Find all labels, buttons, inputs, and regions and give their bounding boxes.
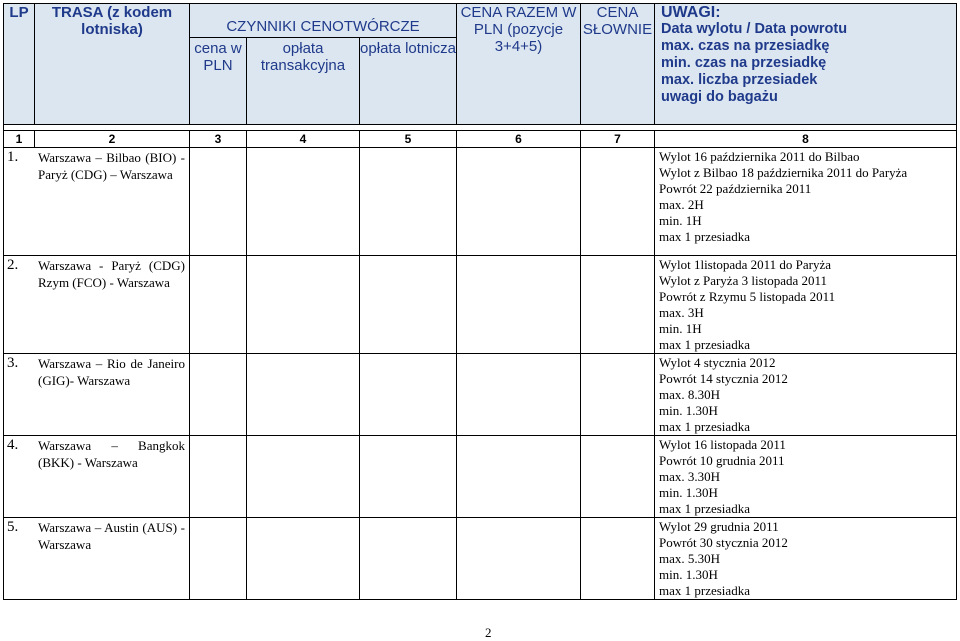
page-number: 2	[485, 625, 492, 640]
route-cell	[4, 256, 190, 354]
column-number: 6	[457, 131, 581, 148]
total-cell	[457, 354, 581, 436]
header-notes-max-transfer: max. czas na przesiadkę	[661, 38, 830, 54]
total-cell	[457, 518, 581, 600]
price-words-cell	[581, 148, 655, 256]
route-cell	[4, 148, 190, 256]
header-row-top	[4, 4, 957, 38]
price-words-cell	[581, 518, 655, 600]
note-line: min. 1.30H	[659, 485, 718, 500]
column-number: 5	[360, 131, 457, 148]
fee-transaction-cell	[247, 518, 360, 600]
note-line: Wylot 4 stycznia 2012	[659, 355, 776, 370]
header-notes	[655, 4, 957, 125]
pricing-table	[3, 3, 957, 600]
price-cell	[190, 256, 247, 354]
route-text: Warszawa – Austin (AUS) - Warszawa	[38, 520, 185, 552]
row-number: 1.	[7, 149, 19, 165]
note-line: Wylot 1listopada 2011 do Paryża	[659, 257, 832, 272]
column-number: 8	[655, 131, 957, 148]
note-line: max 1 przesiadka	[659, 501, 750, 516]
price-cell	[190, 148, 247, 256]
note-line: Powrót z Rzymu 5 listopada 2011	[659, 289, 836, 304]
route-text: Warszawa – Bilbao (BIO) - Paryż (CDG) – Warszawa	[38, 150, 185, 182]
note-line: max 1 przesiadka	[659, 229, 750, 244]
table-row	[4, 256, 957, 354]
header-route: TRASA (z kodem lotniska)	[35, 4, 190, 125]
fee-transaction-cell	[247, 148, 360, 256]
header-fee-transaction: opłata transakcyjna	[247, 38, 360, 125]
route-text: Warszawa – Bangkok (BKK) - Warszawa	[38, 438, 185, 470]
note-line: min. 1.30H	[659, 403, 718, 418]
header-price-pln: cena w PLN	[190, 38, 247, 125]
price-cell	[190, 354, 247, 436]
route-cell	[4, 436, 190, 518]
note-line: Powrót 30 stycznia 2012	[659, 535, 788, 550]
header-price-words: CENA SŁOWNIE	[581, 4, 655, 125]
note-line: min. 1H	[659, 321, 702, 336]
notes-cell	[655, 354, 957, 436]
header-notes-title: UWAGI:	[661, 4, 721, 21]
column-number: 2	[35, 131, 190, 148]
notes-cell	[655, 518, 957, 600]
price-words-cell	[581, 256, 655, 354]
route-cell	[4, 518, 190, 600]
note-line: max. 2H	[659, 197, 704, 212]
header-notes-baggage: uwagi do bagażu	[661, 89, 778, 105]
note-line: max 1 przesiadka	[659, 419, 750, 434]
route-text: Warszawa – Rio de Janeiro (GIG)- Warszawa	[38, 356, 185, 388]
column-number: 4	[247, 131, 360, 148]
table-row	[4, 148, 957, 256]
header-fee-airport: opłata lotnicza	[360, 38, 457, 125]
header-factors: CZYNNIKI CENOTWÓRCZE	[190, 4, 457, 38]
note-line: max. 8.30H	[659, 387, 721, 402]
notes-cell	[655, 436, 957, 518]
column-number-row	[4, 131, 957, 148]
row-number: 2.	[7, 257, 19, 273]
note-line: max. 5.30H	[659, 551, 721, 566]
row-number: 4.	[7, 437, 19, 453]
fee-airport-cell	[360, 354, 457, 436]
note-line: Powrót 22 października 2011	[659, 181, 812, 196]
column-number: 1	[4, 131, 35, 148]
note-line: Wylot z Paryża 3 listopada 2011	[659, 273, 828, 288]
header-notes-dates: Data wylotu / Data powrotu	[661, 21, 848, 37]
row-number: 3.	[7, 355, 19, 371]
note-line: max. 3H	[659, 305, 704, 320]
price-cell	[190, 518, 247, 600]
note-line: Powrót 14 stycznia 2012	[659, 371, 788, 386]
note-line: Wylot 29 grudnia 2011	[659, 519, 779, 534]
total-cell	[457, 436, 581, 518]
fee-transaction-cell	[247, 256, 360, 354]
price-words-cell	[581, 354, 655, 436]
fee-airport-cell	[360, 148, 457, 256]
row-number: 5.	[7, 519, 19, 535]
notes-cell	[655, 148, 957, 256]
fee-airport-cell	[360, 256, 457, 354]
note-line: Wylot z Bilbao 18 października 2011 do Paryża	[659, 165, 908, 180]
note-line: max. 3.30H	[659, 469, 721, 484]
note-line: Wylot 16 października 2011 do Bilbao	[659, 149, 860, 164]
price-cell	[190, 436, 247, 518]
total-cell	[457, 148, 581, 256]
fee-airport-cell	[360, 518, 457, 600]
note-line: min. 1H	[659, 213, 702, 228]
header-notes-min-transfer: min. czas na przesiadkę	[661, 55, 827, 71]
note-line: Powrót 10 grudnia 2011	[659, 453, 785, 468]
total-cell	[457, 256, 581, 354]
note-line: min. 1.30H	[659, 567, 718, 582]
route-text: Warszawa - Paryż (CDG) Rzym (FCO) - Warszawa	[38, 258, 185, 290]
header-notes-max-count: max. liczba przesiadek	[661, 72, 818, 88]
table-row	[4, 518, 957, 600]
route-cell	[4, 354, 190, 436]
note-line: Wylot 16 listopada 2011	[659, 437, 786, 452]
fee-transaction-cell	[247, 436, 360, 518]
table-row	[4, 436, 957, 518]
header-total: CENA RAZEM W PLN (pozycje 3+4+5)	[457, 4, 581, 125]
fee-airport-cell	[360, 436, 457, 518]
note-line: max 1 przesiadka	[659, 337, 750, 352]
column-number: 3	[190, 131, 247, 148]
fee-transaction-cell	[247, 354, 360, 436]
note-line: max 1 przesiadka	[659, 583, 750, 598]
price-words-cell	[581, 436, 655, 518]
header-lp: LP	[4, 4, 35, 125]
table-row	[4, 354, 957, 436]
notes-cell	[655, 256, 957, 354]
column-number: 7	[581, 131, 655, 148]
